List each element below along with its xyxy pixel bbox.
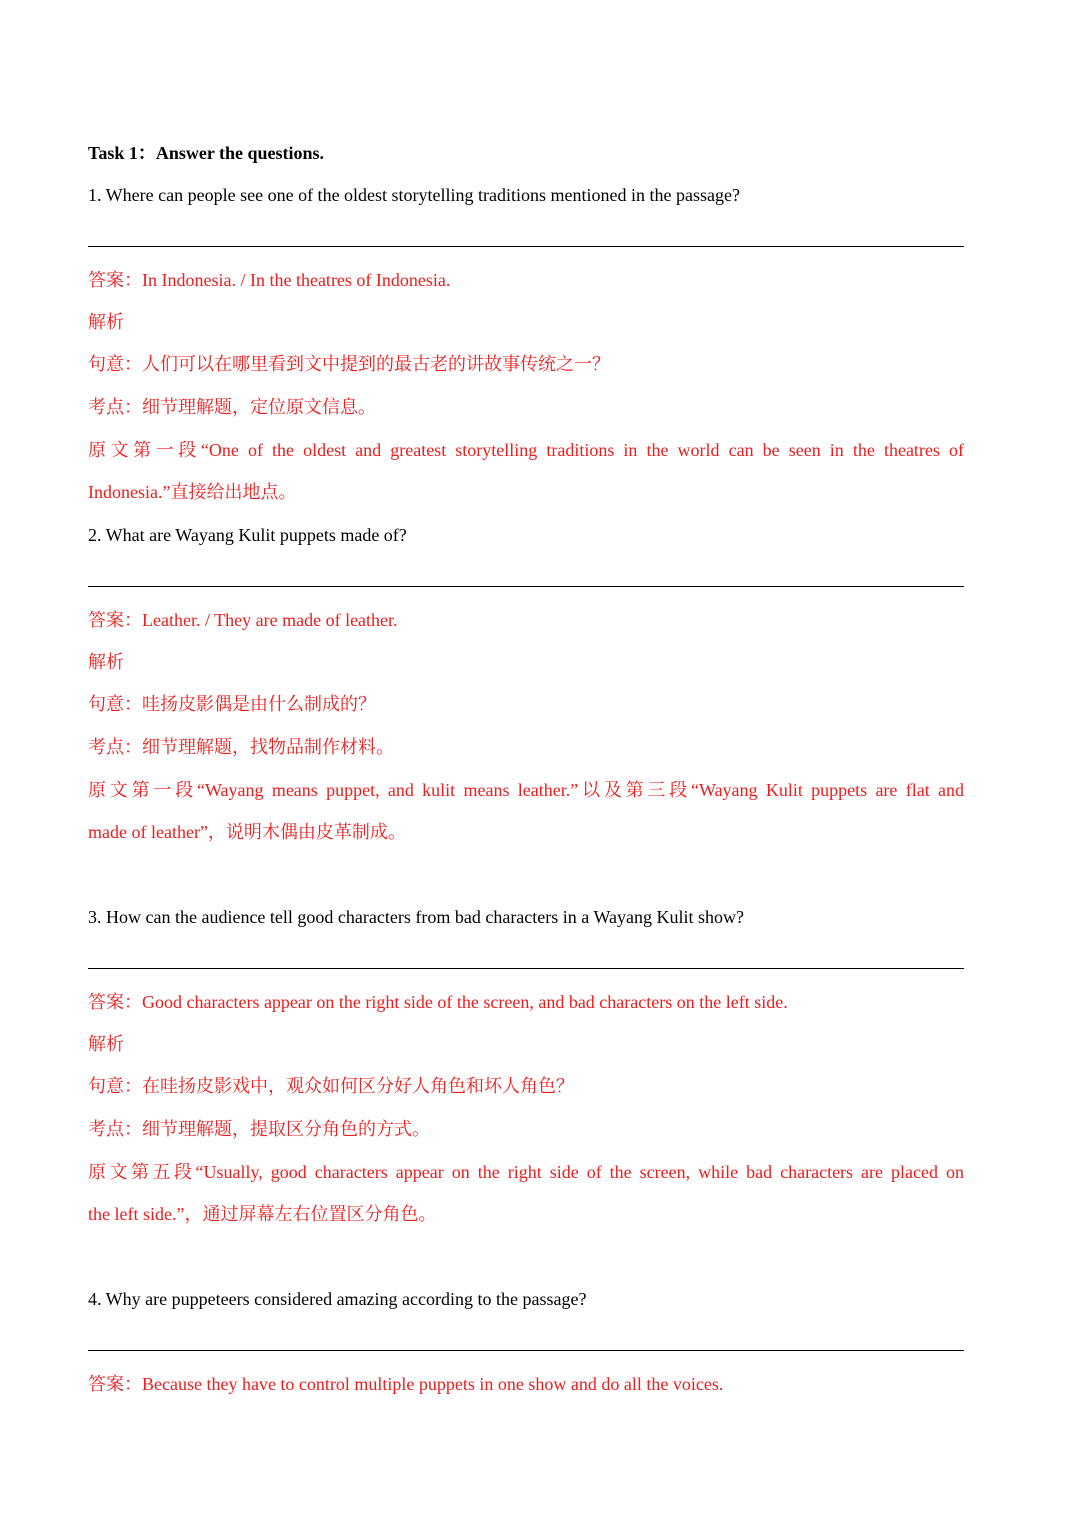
answer-4: 答案：Because they have to control multiple puppets in one show and do all the voices. <box>88 1374 724 1394</box>
source-text-2-line-2: made of leather”，说明木偶由皮革制成。 <box>88 822 406 842</box>
source-text-1-line-1: 原文第一段“One of the oldest and greatest storytelling traditions in the world can be seen in the theatres of <box>88 440 964 460</box>
task-title: Task 1：Answer the questions. <box>88 143 325 163</box>
answer-1: 答案：In Indonesia. / In the theatres of Indonesia. <box>88 270 451 290</box>
analysis-label-1: 解析 <box>88 312 124 332</box>
source-text-2-line-1: 原文第一段“Wayang means puppet, and kulit means leather.”以及第三段“Wayang Kulit puppets are flat and <box>88 780 964 800</box>
meaning-3: 句意：在哇扬皮影戏中，观众如何区分好人角色和坏人角色？ <box>88 1076 574 1096</box>
analysis-label-3: 解析 <box>88 1034 124 1054</box>
answer-line-4 <box>88 1350 964 1351</box>
source-text-1-line-2: Indonesia.”直接给出地点。 <box>88 482 297 502</box>
question-3: 3. How can the audience tell good characters from bad characters in a Wayang Kulit show? <box>88 907 744 927</box>
test-point-1: 考点：细节理解题，定位原文信息。 <box>88 397 376 417</box>
meaning-1: 句意：人们可以在哪里看到文中提到的最古老的讲故事传统之一？ <box>88 354 610 374</box>
answer-2: 答案：Leather. / They are made of leather. <box>88 610 398 630</box>
question-1: 1. Where can people see one of the oldest storytelling traditions mentioned in the passage? <box>88 185 740 205</box>
question-2: 2. What are Wayang Kulit puppets made of? <box>88 525 407 545</box>
answer-line-1 <box>88 246 964 247</box>
answer-line-3 <box>88 968 964 969</box>
answer-line-2 <box>88 586 964 587</box>
test-point-3: 考点：细节理解题，提取区分角色的方式。 <box>88 1119 430 1139</box>
meaning-2: 句意：哇扬皮影偶是由什么制成的？ <box>88 694 376 714</box>
test-point-2: 考点：细节理解题，找物品制作材料。 <box>88 737 394 757</box>
analysis-label-2: 解析 <box>88 652 124 672</box>
source-text-3-line-2: the left side.”，通过屏幕左右位置区分角色。 <box>88 1204 437 1224</box>
question-4: 4. Why are puppeteers considered amazing according to the passage? <box>88 1289 587 1309</box>
answer-3: 答案：Good characters appear on the right side of the screen, and bad characters on the left side. <box>88 992 788 1012</box>
source-text-3-line-1: 原文第五段“Usually, good characters appear on the right side of the screen, while bad characters are placed on <box>88 1162 964 1182</box>
